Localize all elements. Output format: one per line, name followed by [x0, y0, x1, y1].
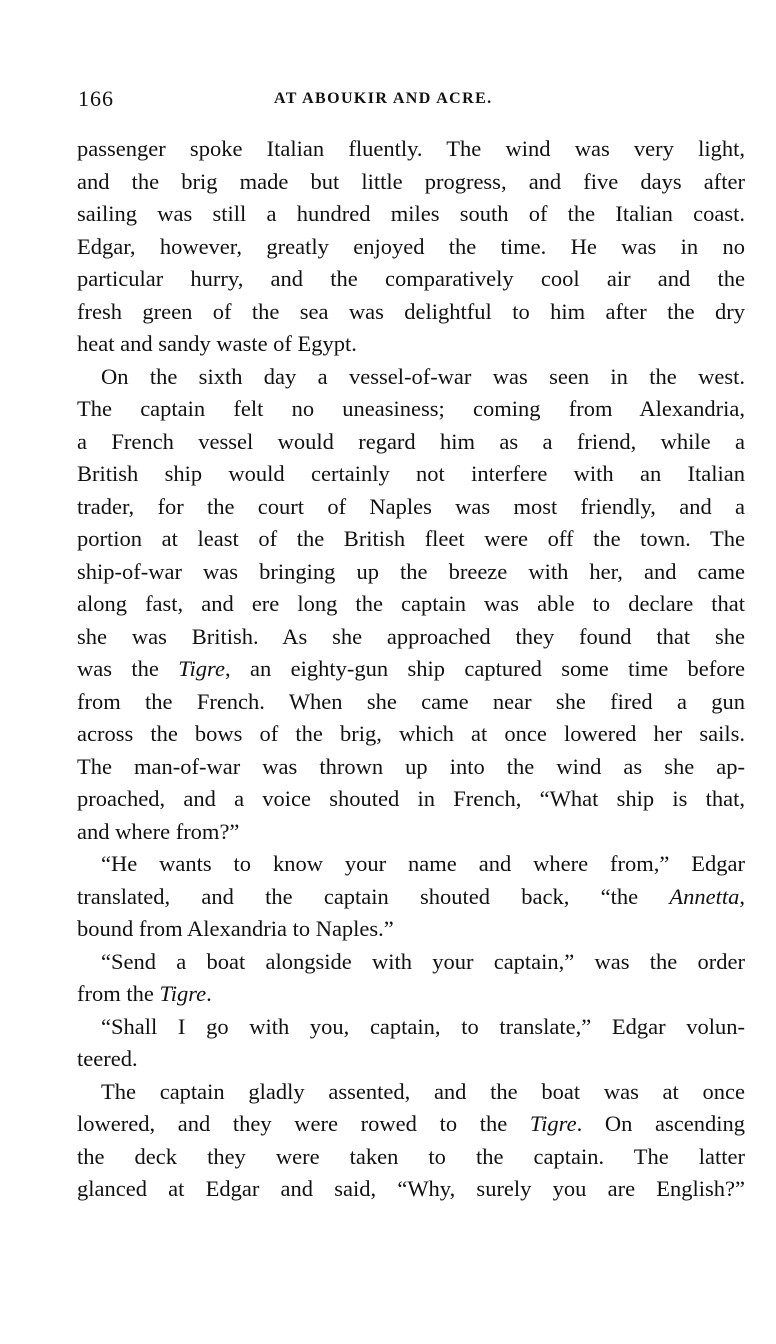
text-line: The captain felt no uneasiness; coming from Alexandria, — [77, 396, 745, 421]
text-line: particular hurry, and the comparatively cool air and the — [77, 266, 745, 291]
text-line: The captain gladly assented, and the boat was at once — [101, 1078, 745, 1104]
text-line — [77, 653, 745, 686]
text-segment: , — [739, 883, 745, 909]
text-line: from the French. When she came near she fired a gun — [77, 688, 745, 714]
text-segment: was the — [77, 656, 179, 681]
text-line: bound from Alexandria to Naples.” — [77, 916, 394, 941]
ship-name-italic: Annetta — [669, 883, 740, 909]
text-line: portion at least of the British fleet were off the town. The — [77, 526, 745, 551]
text-segment: translated, and the captain shouted back, “the — [77, 883, 670, 909]
text-line: On the sixth day a vessel-of-war was seen in the west. — [101, 363, 745, 389]
text-line: heat and sandy waste of Egypt. — [77, 331, 357, 356]
page-number: 166 — [78, 86, 114, 111]
text-segment: from the — [77, 981, 160, 1006]
text-line: fresh green of the sea was delightful to him after the dry — [77, 298, 745, 324]
text-segment: . — [206, 981, 212, 1006]
text-line: British ship would certainly not interfere with an Italian — [77, 461, 745, 486]
text-line: glanced at Edgar and said, “Why, surely you are English?” — [77, 1176, 745, 1201]
text-line: “Shall I go with you, captain, to translate,” Edgar volun- — [101, 1013, 745, 1039]
text-line: proached, and a voice shouted in French, “What ship is that, — [77, 786, 745, 811]
ship-name-italic: Tigre — [529, 1111, 577, 1136]
text-segment: lowered, and they were rowed to the — [77, 1111, 530, 1136]
text-line: she was British. As she approached they found that she — [77, 623, 745, 649]
text-line — [77, 978, 745, 1011]
text-line: across the bows of the brig, which at once lowered her sails. — [77, 721, 745, 746]
text-line: passenger spoke Italian fluently. The wind was very light, — [77, 136, 745, 161]
text-line: and where from?” — [77, 818, 240, 844]
text-line: “Send a boat alongside with your captain,” was the order — [101, 948, 745, 974]
text-line: sailing was still a hundred miles south of the Italian coast. — [77, 201, 745, 226]
running-title: AT ABOUKIR AND ACRE. — [274, 90, 493, 107]
ship-name-italic: Tigre — [159, 981, 207, 1006]
ship-name-italic: Tigre — [178, 656, 225, 681]
running-head — [78, 86, 746, 114]
text-line: and the brig made but little progress, and five days after — [77, 168, 745, 194]
text-line: along fast, and ere long the captain was able to declare that — [77, 591, 745, 616]
text-line — [77, 1108, 745, 1141]
text-line: “He wants to know your name and where from,” Edgar — [101, 851, 745, 876]
body-text — [77, 133, 745, 1206]
text-segment: . On ascending — [576, 1111, 745, 1136]
text-segment: , an eighty-gun ship captured some time before — [224, 656, 745, 681]
text-line: ship-of-war was bringing up the breeze with her, and came — [77, 558, 745, 584]
text-line: Edgar, however, greatly enjoyed the time. He was in no — [77, 233, 745, 259]
text-line: the deck they were taken to the captain. The latter — [77, 1143, 745, 1169]
text-line — [77, 881, 745, 914]
text-line: The man-of-war was thrown up into the wind as she ap- — [77, 753, 745, 779]
text-line: trader, for the court of Naples was most friendly, and a — [77, 493, 745, 519]
text-line: a French vessel would regard him as a friend, while a — [77, 428, 745, 454]
text-line: teered. — [77, 1046, 138, 1071]
